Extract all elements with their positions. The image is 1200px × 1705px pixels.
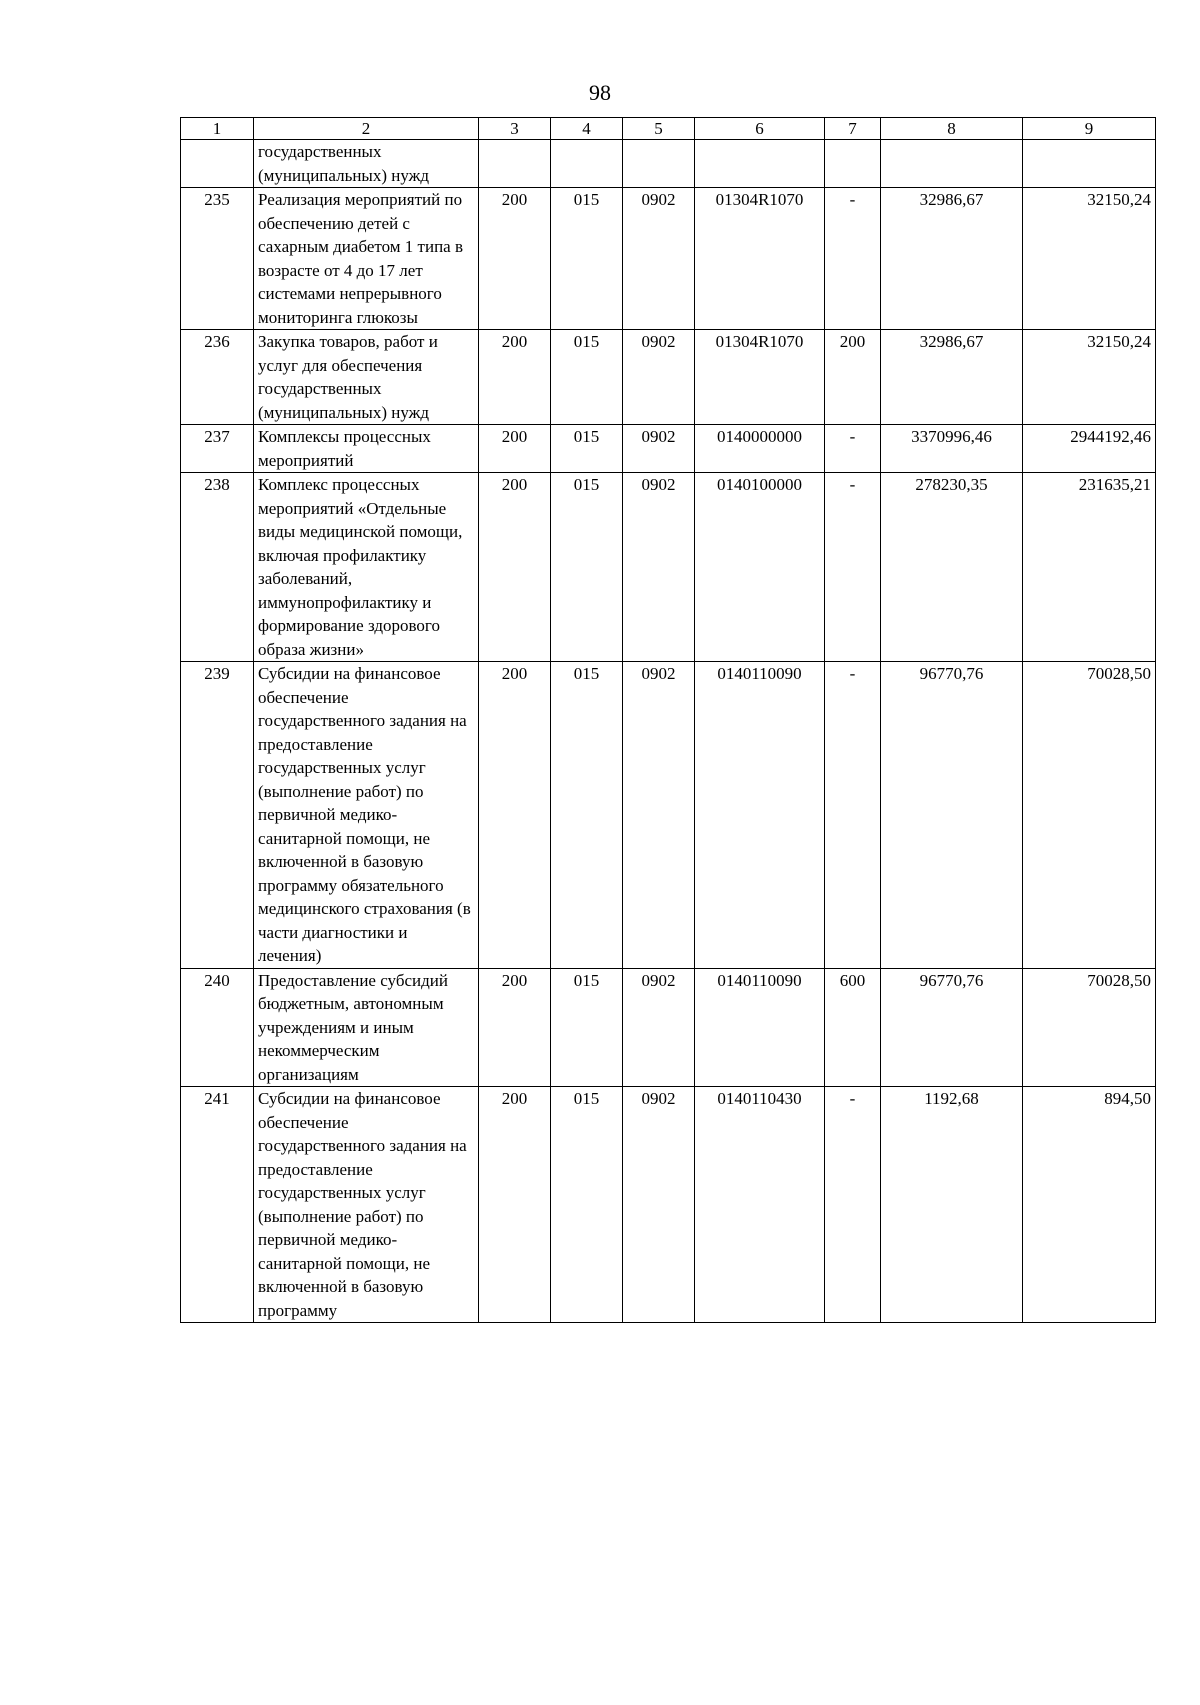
cell-col7: - (825, 662, 881, 969)
cell-col4: 015 (551, 330, 623, 425)
table-row (181, 968, 1156, 1087)
cell-col3: 200 (479, 188, 551, 330)
row-number: 238 (181, 473, 254, 662)
cell-col5: 0902 (623, 968, 695, 1087)
column-header-3: 3 (479, 118, 551, 140)
cell-col4: 015 (551, 425, 623, 473)
page-number: 98 (589, 80, 611, 105)
row-description: Закупка товаров, работ и услуг для обеспечения государственных (муниципальных) нужд (254, 330, 479, 425)
cell-col3: 200 (479, 968, 551, 1087)
row-description: Комплексы процессных мероприятий (254, 425, 479, 473)
column-header-7: 7 (825, 118, 881, 140)
column-header-4: 4 (551, 118, 623, 140)
cell-col7: 200 (825, 330, 881, 425)
cell-col9: 231635,21 (1023, 473, 1156, 662)
cell-col3: 200 (479, 662, 551, 969)
cell-col7: - (825, 1087, 881, 1323)
cell-col3: 200 (479, 425, 551, 473)
row-description: Комплекс процессных мероприятий «Отдельные виды медицинской помощи, включая профилактику заболеваний, иммунопрофилактику и формирование здорового образа жизни» (254, 473, 479, 662)
header-row (181, 118, 1156, 140)
cell-col6: 01304R1070 (695, 188, 825, 330)
cell-col5: 0902 (623, 473, 695, 662)
cell-col8: 96770,76 (881, 662, 1023, 969)
table-row (181, 425, 1156, 473)
cell-col8: 96770,76 (881, 968, 1023, 1087)
cell-col9: 894,50 (1023, 1087, 1156, 1323)
row-number: 236 (181, 330, 254, 425)
cell-col6: 0140100000 (695, 473, 825, 662)
row-description: государственных (муниципальных) нужд (254, 140, 479, 188)
row-number: 241 (181, 1087, 254, 1323)
cell-col4: 015 (551, 662, 623, 969)
cell-col6 (695, 140, 825, 188)
cell-col7: - (825, 425, 881, 473)
row-number: 235 (181, 188, 254, 330)
cell-col3: 200 (479, 330, 551, 425)
cell-col8: 32986,67 (881, 188, 1023, 330)
row-description: Субсидии на финансовое обеспечение государственного задания на предоставление государственных услуг (выполнение работ) по первичной медико-санитарной помощи, не включенной в базовую программу (254, 1087, 479, 1323)
cell-col3: 200 (479, 473, 551, 662)
column-header-1: 1 (181, 118, 254, 140)
cell-col9: 70028,50 (1023, 662, 1156, 969)
row-description: Субсидии на финансовое обеспечение государственного задания на предоставление государственных услуг (выполнение работ) по первичной медико-санитарной помощи, не включенной в базовую программу обязательного медицинского страхования (в части диагностики и лечения) (254, 662, 479, 969)
cell-col5: 0902 (623, 425, 695, 473)
cell-col5: 0902 (623, 662, 695, 969)
cell-col8: 1192,68 (881, 1087, 1023, 1323)
cell-col8: 32986,67 (881, 330, 1023, 425)
table-row (181, 140, 1156, 188)
row-description: Предоставление субсидий бюджетным, автономным учреждениям и иным некоммерческим организациям (254, 968, 479, 1087)
cell-col6: 0140110430 (695, 1087, 825, 1323)
column-header-8: 8 (881, 118, 1023, 140)
table-row (181, 188, 1156, 330)
column-header-6: 6 (695, 118, 825, 140)
cell-col8 (881, 140, 1023, 188)
cell-col4 (551, 140, 623, 188)
cell-col4: 015 (551, 968, 623, 1087)
column-header-2: 2 (254, 118, 479, 140)
table-row (181, 1087, 1156, 1323)
row-number: 240 (181, 968, 254, 1087)
cell-col7: - (825, 188, 881, 330)
row-number: 239 (181, 662, 254, 969)
cell-col3: 200 (479, 1087, 551, 1323)
budget-table (180, 117, 1156, 1323)
cell-col6: 0140110090 (695, 968, 825, 1087)
column-header-9: 9 (1023, 118, 1156, 140)
table-row (181, 662, 1156, 969)
column-header-5: 5 (623, 118, 695, 140)
cell-col5: 0902 (623, 330, 695, 425)
table-row (181, 473, 1156, 662)
cell-col9 (1023, 140, 1156, 188)
cell-col8: 278230,35 (881, 473, 1023, 662)
cell-col3 (479, 140, 551, 188)
cell-col9: 32150,24 (1023, 188, 1156, 330)
cell-col9: 32150,24 (1023, 330, 1156, 425)
cell-col9: 70028,50 (1023, 968, 1156, 1087)
row-description: Реализация мероприятий по обеспечению детей с сахарным диабетом 1 типа в возрасте от 4 до 17 лет системами непрерывного мониторинга глюкозы (254, 188, 479, 330)
cell-col8: 3370996,46 (881, 425, 1023, 473)
table-row (181, 330, 1156, 425)
cell-col4: 015 (551, 188, 623, 330)
cell-col9: 2944192,46 (1023, 425, 1156, 473)
cell-col7: 600 (825, 968, 881, 1087)
cell-col6: 01304R1070 (695, 330, 825, 425)
row-number: 237 (181, 425, 254, 473)
cell-col7 (825, 140, 881, 188)
cell-col6: 0140110090 (695, 662, 825, 969)
row-number (181, 140, 254, 188)
cell-col4: 015 (551, 473, 623, 662)
cell-col4: 015 (551, 1087, 623, 1323)
cell-col5 (623, 140, 695, 188)
cell-col5: 0902 (623, 1087, 695, 1323)
cell-col5: 0902 (623, 188, 695, 330)
cell-col7: - (825, 473, 881, 662)
cell-col6: 0140000000 (695, 425, 825, 473)
